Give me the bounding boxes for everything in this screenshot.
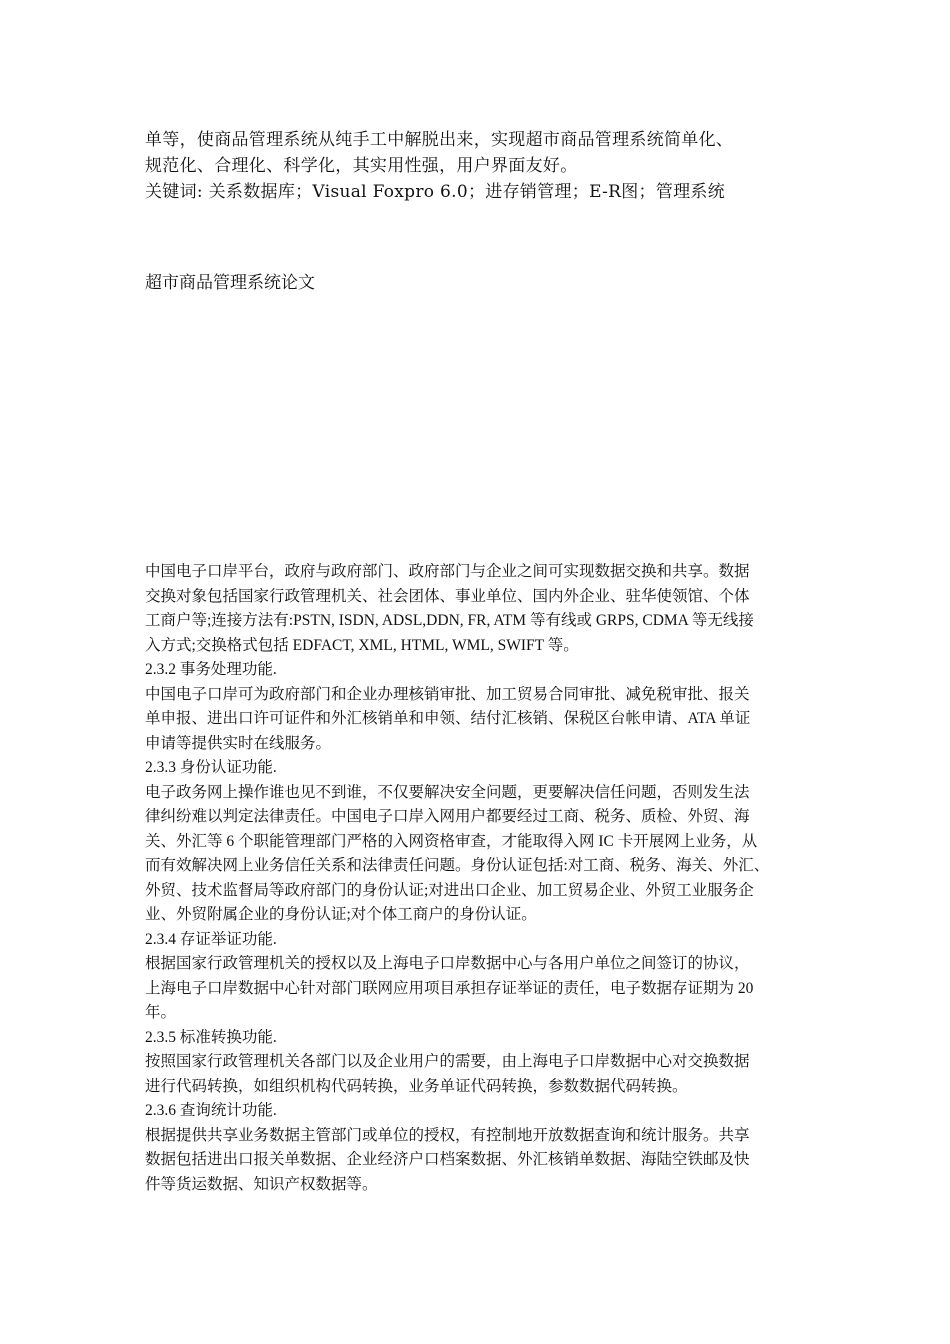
body-line: 律纠纷难以判定法律责任。中国电子口岸入网用户都要经过工商、税务、质检、外贸、海 bbox=[145, 808, 750, 825]
section-heading-2-3-2: 2.3.2 事务处理功能. bbox=[145, 661, 277, 678]
body-line: 业、外贸附属企业的身份认证;对个体工商户的身份认证。 bbox=[145, 906, 537, 923]
body-line: 交换对象包括国家行政管理机关、社会团体、事业单位、国内外企业、驻华使领馆、个体 bbox=[145, 587, 750, 605]
body-line: 根据国家行政管理机关的授权以及上海电子口岸数据中心与各用户单位之间签订的协议， bbox=[145, 955, 750, 972]
body-line: 工商户等;连接方法有:PSTN, ISDN, ADSL,DDN, FR, ATM 等有线或 GRPS, CDMA 等无线接 bbox=[145, 612, 754, 629]
body-line: 根据提供共享业务数据主管部门或单位的授权，有控制地开放数据查询和统计服务。共享 bbox=[145, 1126, 750, 1144]
body-text bbox=[145, 560, 825, 1197]
body-line: 数据包括进出口报关单数据、企业经济户口档案数据、外汇核销单数据、海陆空铁邮及快 bbox=[145, 1151, 750, 1168]
body-line: 件等货运数据、知识产权数据等。 bbox=[145, 1175, 378, 1193]
body-line: 外贸、技术监督局等政府部门的身份认证;对进出口企业、加工贸易企业、外贸工业服务企 bbox=[145, 881, 754, 899]
section-heading-2-3-5: 2.3.5 标准转换功能. bbox=[145, 1028, 277, 1046]
body-line: 年。 bbox=[145, 1004, 177, 1021]
body-line: 电子政务网上操作谁也见不到谁，不仅要解决安全问题，更要解决信任问题，否则发生法 bbox=[145, 783, 750, 801]
body-line: 申请等提供实时在线服务。 bbox=[145, 734, 332, 752]
document-title: 超市商品管理系统论文 bbox=[145, 273, 315, 293]
section-heading-2-3-4: 2.3.4 存证举证功能. bbox=[145, 930, 277, 948]
body-line: 进行代码转换，如组织机构代码转换，业务单证代码转换，参数数据代码转换。 bbox=[145, 1077, 688, 1095]
body-line: 关、外汇等 6 个职能管理部门严格的入网资格审查，才能取得入网 IC 卡开展网上业务，从 bbox=[145, 832, 758, 850]
abstract-line-1: 单等，使商品管理系统从纯手工中解脱出来，实现超市商品管理系统简单化、 bbox=[145, 130, 734, 150]
keywords-line: 关键词: 关系数据库；Visual Foxpro 6.0；进存销管理；E-R图；管理系统 bbox=[145, 182, 726, 202]
abstract-continuation bbox=[145, 127, 825, 205]
body-line: 中国电子口岸可为政府部门和企业办理核销审批、加工贸易合同审批、减免税审批、报关 bbox=[145, 685, 750, 703]
body-line: 单申报、进出口许可证件和外汇核销单和申领、结付汇核销、保税区台帐申请、ATA 单证 bbox=[145, 710, 751, 727]
section-heading-2-3-6: 2.3.6 查询统计功能. bbox=[145, 1102, 277, 1119]
body-line: 入方式;交换格式包括 EDFACT, XML, HTML, WML, SWIFT 等。 bbox=[145, 636, 579, 654]
body-line: 按照国家行政管理机关各部门以及企业用户的需要，由上海电子口岸数据中心对交换数据 bbox=[145, 1053, 750, 1070]
abstract-line-2: 规范化、合理化、科学化，其实用性强，用户界面友好。 bbox=[145, 156, 578, 176]
body-line: 上海电子口岸数据中心针对部门联网应用项目承担存证举证的责任，电子数据存证期为 20 bbox=[145, 979, 754, 997]
section-heading-2-3-3: 2.3.3 身份认证功能. bbox=[145, 759, 277, 776]
body-line: 中国电子口岸平台，政府与政府部门、政府部门与企业之间可实现数据交换和共享。数据 bbox=[145, 563, 750, 580]
body-line: 而有效解决网上业务信任关系和法律责任问题。身份认证包括:对工商、税务、海关、外汇、 bbox=[145, 857, 770, 874]
